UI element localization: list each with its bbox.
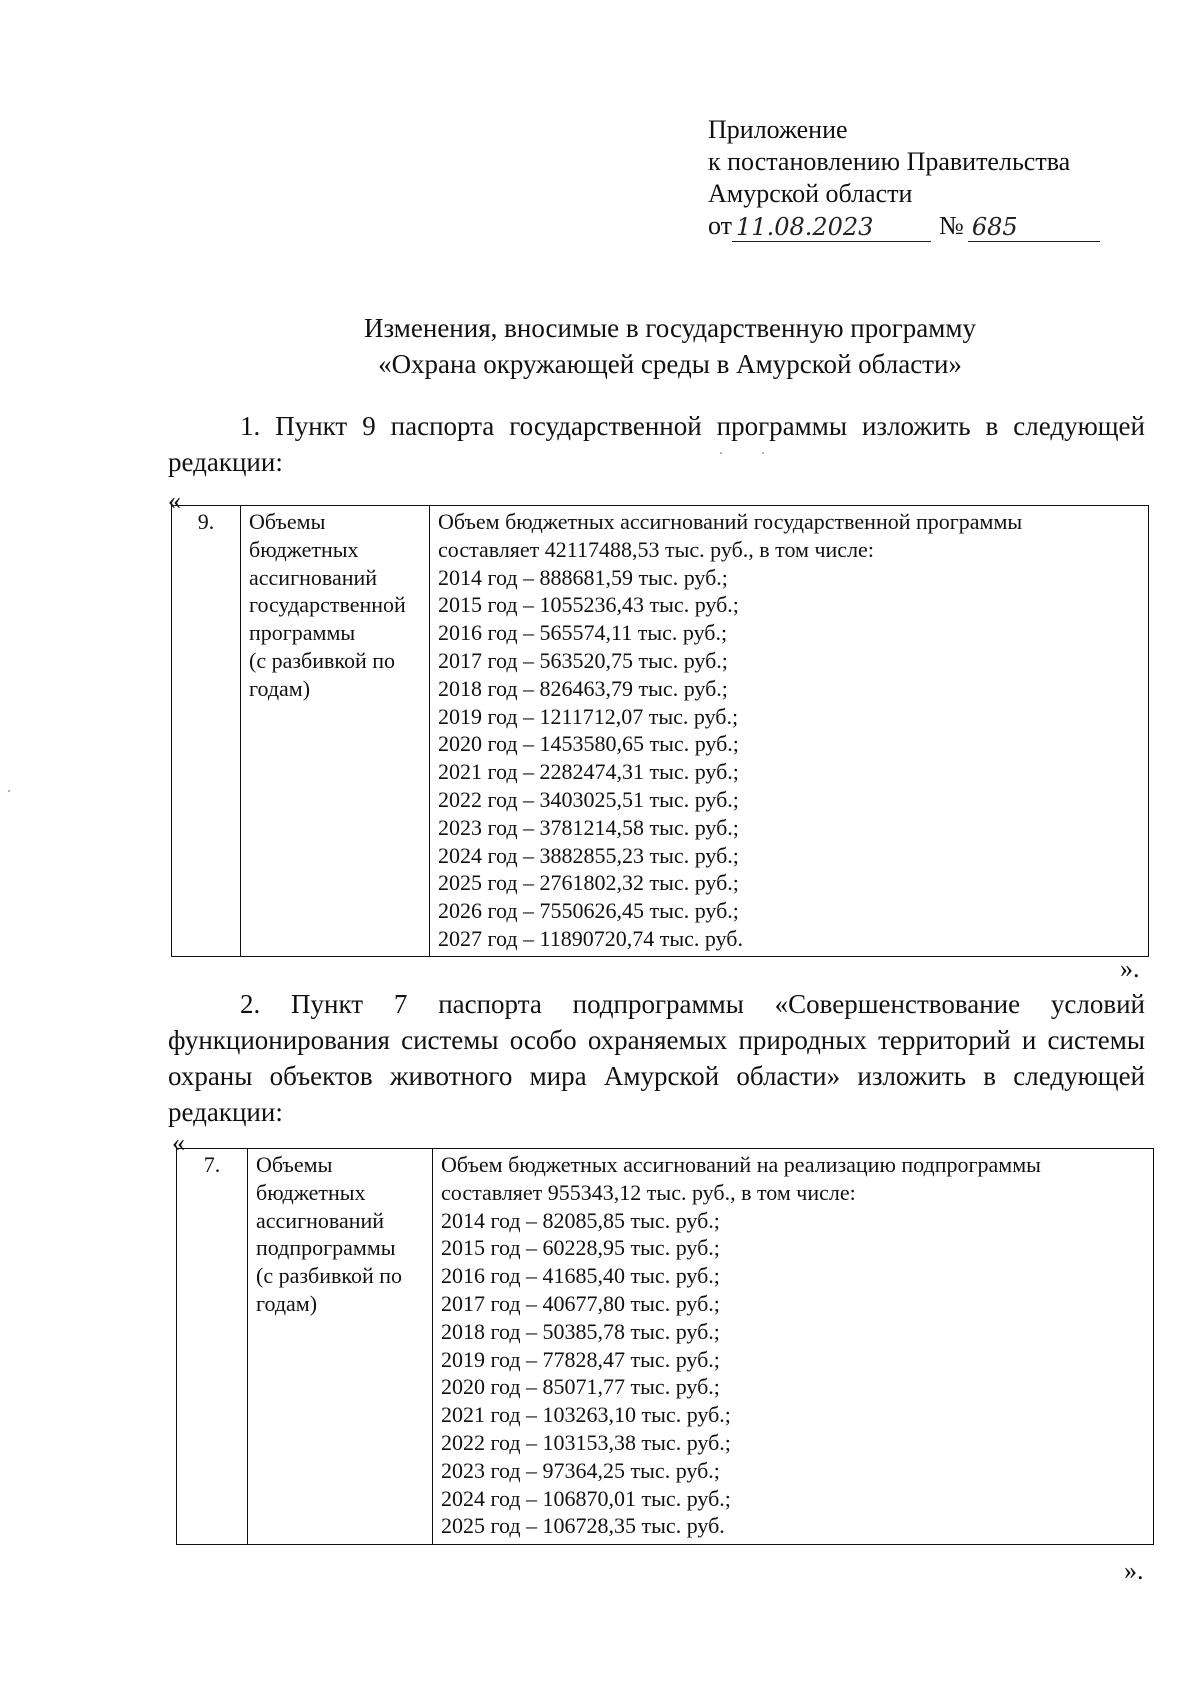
value-line: 2026 год – 7550626,45 тыс. руб.; [438,898,739,924]
value-line: 2019 год – 77828,47 тыс. руб.; [441,1346,720,1372]
value-line: 2020 год – 85071,77 тыс. руб.; [441,1374,720,1400]
section-2-table [176,1148,1154,1545]
table-row [177,1149,1154,1545]
value-line: 2016 год – 41685,40 тыс. руб.; [441,1263,720,1289]
value-line: 2017 год – 40677,80 тыс. руб.; [441,1290,720,1316]
label-line: Объемы [249,509,326,534]
value-line: 2027 год – 11890720,74 тыс. руб. [438,925,743,951]
value-line: 2025 год – 106728,35 тыс. руб. [441,1513,725,1539]
document-title [170,310,1170,382]
value-line: 2024 год – 106870,01 тыс. руб.; [441,1485,731,1511]
date-prefix: от [708,211,733,240]
label-line: бюджетных [256,1179,366,1205]
item-number: 7. [177,1149,248,1545]
item-value-cell [430,506,1149,957]
title-line-1: Изменения, вносимые в государственную программу [364,313,976,343]
value-line: 2014 год – 82085,85 тыс. руб.; [441,1207,720,1233]
label-line: бюджетных [249,536,359,562]
value-line: 2020 год – 1453580,65 тыс. руб.; [438,731,739,757]
section-2-quote-open: « [172,1128,185,1157]
table-row [172,506,1149,957]
value-line: 2023 год – 3781214,58 тыс. руб.; [438,814,739,840]
value-line: 2021 год – 103263,10 тыс. руб.; [441,1402,731,1428]
label-line: Объемы [256,1152,333,1177]
section-1-table [171,505,1149,957]
label-line: программы [249,620,356,646]
value-line: 2014 год – 888681,59 тыс. руб.; [438,564,728,590]
section-1-quote-open: « [168,486,181,515]
label-line: ассигнований [256,1207,385,1233]
section-1-paragraph [168,408,1145,480]
scan-speck [762,452,764,454]
label-line: (с разбивкой по [249,647,396,673]
label-line: подпрограммы [256,1235,396,1261]
value-line: 2021 год – 2282474,31 тыс. руб.; [438,759,739,785]
value-line: составляет 955343,12 тыс. руб., в том числе: [441,1179,856,1205]
value-line: 2022 год – 3403025,51 тыс. руб.; [438,786,739,812]
value-line: 2022 год – 103153,38 тыс. руб.; [441,1429,731,1455]
handwritten-date: 11.08.2023 [732,213,931,242]
appendix-date-number-line [708,210,1168,242]
title-line-2: «Охрана окружающей среды в Амурской области» [378,349,962,379]
value-line: 2024 год – 3882855,23 тыс. руб.; [438,842,739,868]
value-line: 2017 год – 563520,75 тыс. руб.; [438,647,728,673]
item-number: 9. [172,506,241,957]
scan-speck [8,790,10,792]
value-line: 2018 год – 826463,79 тыс. руб.; [438,675,728,701]
section-1-text: 1. Пункт 9 паспорта государственной программы изложить в следующей редакции: [168,411,1145,477]
label-line: годам) [256,1290,318,1316]
item-label-cell [248,1149,433,1545]
appendix-block [708,114,1168,242]
appendix-title: Приложение [708,115,848,144]
value-line: 2015 год – 1055236,43 тыс. руб.; [438,592,739,618]
section-2-quote-close: ». [1124,1556,1144,1585]
value-line: 2016 год – 565574,11 тыс. руб.; [438,620,728,646]
section-1-quote-close: ». [1120,954,1140,983]
label-line: государственной [249,592,406,618]
section-2-paragraph [168,986,1145,1130]
value-line: Объем бюджетных ассигнований государственной программы [438,509,1023,534]
label-line: годам) [249,675,311,701]
item-label-cell [241,506,430,957]
appendix-region-line: Амурской области [708,179,913,208]
value-line: 2019 год – 1211712,07 тыс. руб.; [438,703,739,729]
scan-speck [720,452,722,454]
label-line: (с разбивкой по [256,1263,403,1289]
section-2-text: 2. Пункт 7 паспорта подпрограммы «Совершенствование условий функционирования системы особо охраняемых природных территорий и системы охраны объектов животного мира Амурской области» изложить в следующей редакции: [168,989,1145,1127]
value-line: 2015 год – 60228,95 тыс. руб.; [441,1235,720,1261]
value-line: составляет 42117488,53 тыс. руб., в том числе: [438,536,874,562]
item-value-cell [433,1149,1154,1545]
value-line: Объем бюджетных ассигнований на реализацию подпрограммы [441,1152,1041,1177]
appendix-decree-line: к постановлению Правительства [708,147,1071,176]
number-sign: № [939,211,964,240]
label-line: ассигнований [249,564,378,590]
handwritten-number: 685 [968,213,1100,242]
value-line: 2018 год – 50385,78 тыс. руб.; [441,1318,720,1344]
value-line: 2025 год – 2761802,32 тыс. руб.; [438,870,739,896]
value-line: 2023 год – 97364,25 тыс. руб.; [441,1457,720,1483]
